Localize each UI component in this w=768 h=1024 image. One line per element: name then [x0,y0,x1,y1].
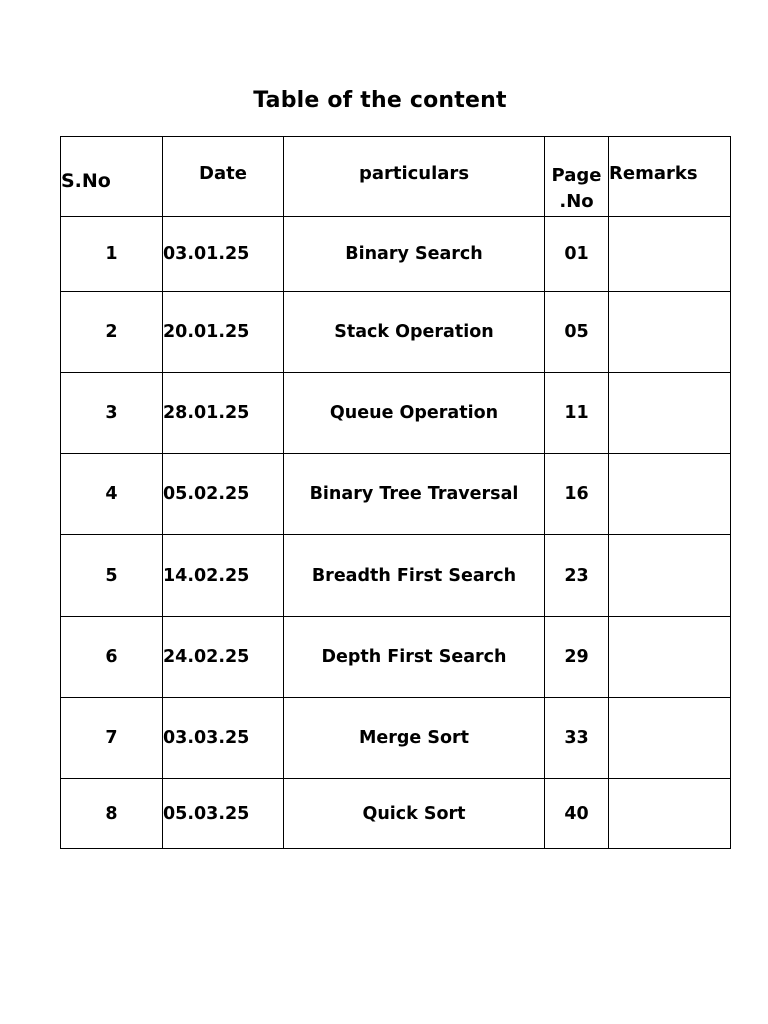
table-row [61,617,731,698]
cell-date: 28.01.25 [163,373,284,454]
cell-sno: 3 [61,373,163,454]
cell-page: 40 [545,779,609,849]
header-particulars: particulars [284,137,545,217]
table-row [61,217,731,292]
cell-date: 05.02.25 [163,454,284,535]
cell-date: 24.02.25 [163,617,284,698]
header-page-line2: .No [559,191,594,212]
cell-sno: 5 [61,535,163,617]
cell-particulars: Breadth First Search [284,535,545,617]
cell-sno: 7 [61,698,163,779]
cell-date: 05.03.25 [163,779,284,849]
table-row [61,373,731,454]
cell-page: 16 [545,454,609,535]
cell-particulars: Merge Sort [284,698,545,779]
header-remarks: Remarks [609,137,731,217]
table-row [61,779,731,849]
cell-particulars: Queue Operation [284,373,545,454]
table-row [61,454,731,535]
table-row [61,535,731,617]
cell-remarks [609,617,731,698]
header-row [61,137,731,217]
cell-page: 01 [545,217,609,292]
cell-sno: 4 [61,454,163,535]
cell-remarks [609,698,731,779]
cell-particulars: Quick Sort [284,779,545,849]
cell-particulars: Depth First Search [284,617,545,698]
cell-page: 33 [545,698,609,779]
page-title: Table of the content [253,88,507,113]
cell-remarks [609,217,731,292]
cell-page: 23 [545,535,609,617]
cell-date: 03.03.25 [163,698,284,779]
header-page-no [545,137,609,217]
cell-page: 29 [545,617,609,698]
cell-remarks [609,535,731,617]
cell-remarks [609,373,731,454]
cell-page: 11 [545,373,609,454]
cell-sno: 2 [61,292,163,373]
cell-sno: 1 [61,217,163,292]
header-page-line1: Page [551,165,602,186]
cell-remarks [609,779,731,849]
cell-page: 05 [545,292,609,373]
cell-particulars: Binary Search [284,217,545,292]
cell-particulars: Stack Operation [284,292,545,373]
cell-remarks [609,292,731,373]
cell-date: 14.02.25 [163,535,284,617]
header-sno: S.No [61,137,163,217]
cell-sno: 8 [61,779,163,849]
table-row [61,698,731,779]
cell-sno: 6 [61,617,163,698]
header-date: Date [163,137,284,217]
table-row [61,292,731,373]
cell-particulars: Binary Tree Traversal [284,454,545,535]
cell-remarks [609,454,731,535]
cell-date: 03.01.25 [163,217,284,292]
cell-date: 20.01.25 [163,292,284,373]
contents-table [60,136,731,849]
